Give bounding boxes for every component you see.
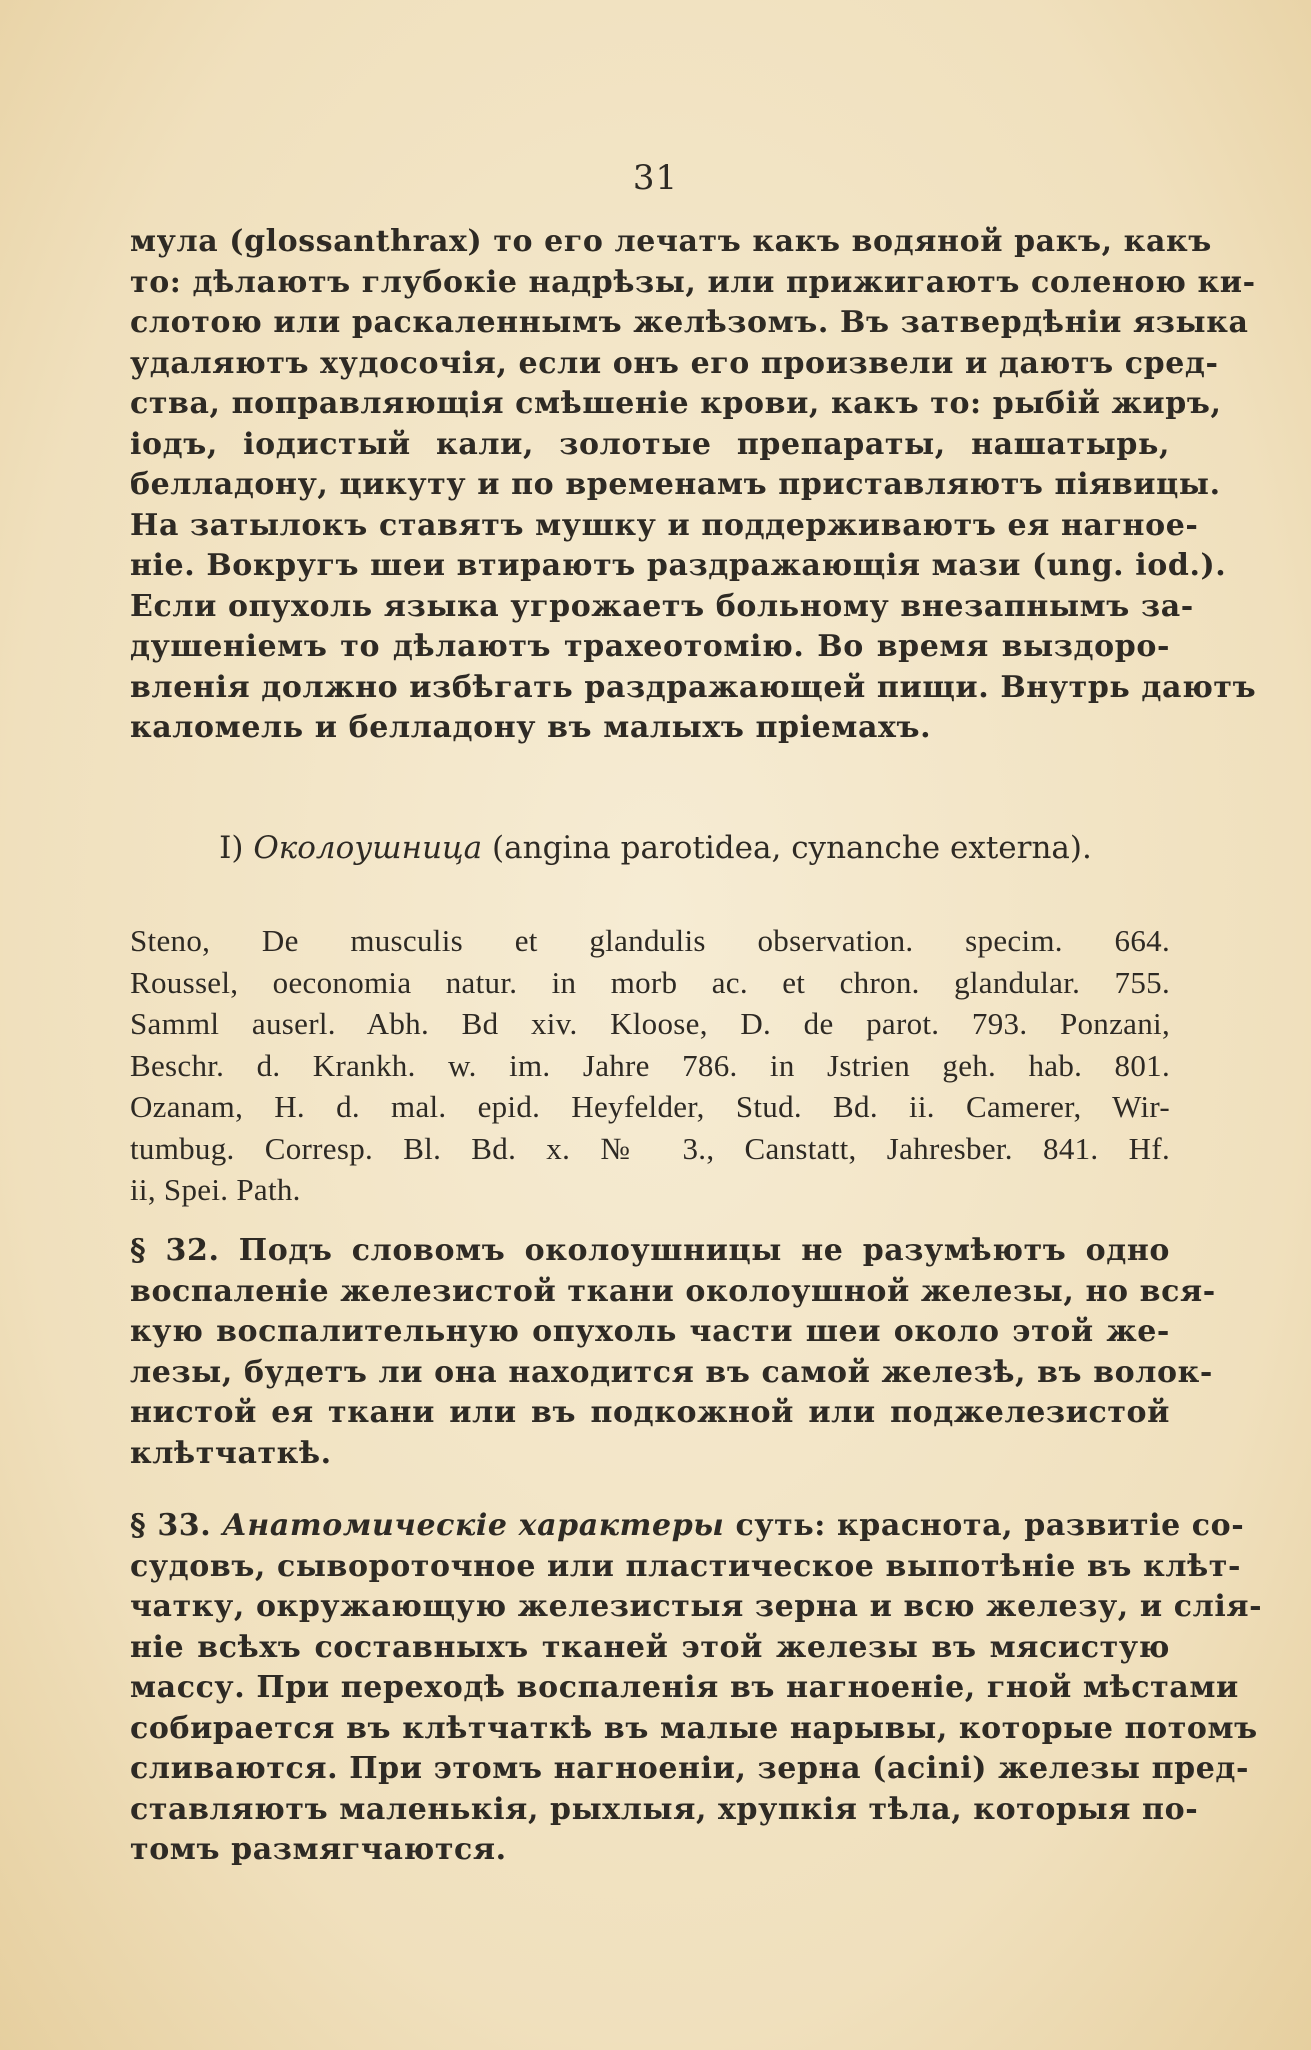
text-line: массу. При переходѣ воспаленія въ нагноеніе, гной мѣстами: [130, 1670, 1239, 1705]
text-line: судовъ, сывороточное или пластическое выпотѣніе въ клѣт-: [130, 1548, 1242, 1584]
text-line: [130, 1506, 1245, 1547]
reference-line: Steno, De musculis et glandulis observation. specim. 664.: [130, 923, 1170, 958]
text-line: мула (glossanthrax) то его лечатъ какъ водяной ракъ, какъ: [130, 224, 1212, 259]
text-line: клѣтчаткѣ.: [130, 1435, 332, 1471]
text-line: собирается въ клѣтчаткѣ въ малые нарывы, которые потомъ: [130, 1710, 1258, 1746]
text-line: сливаются. При этомъ нагноеніи, зерна (acini) железы пред-: [130, 1751, 1250, 1786]
references-block: [130, 920, 1170, 1211]
reference-line: Ozanam, H. d. mal. epid. Heyfelder, Stud. Bd. ii. Camerer, Wir-: [130, 1089, 1170, 1124]
reference-line: Beschr. d. Krankh. w. im. Jahre 786. in Jstrien geh. hab. 801.: [130, 1047, 1170, 1083]
section-number: § 33.: [130, 1508, 223, 1543]
section-heading: [0, 830, 1311, 866]
text-fragment: суть: краснота, развитіе со-: [724, 1508, 1245, 1543]
text-line: белладону, цикуту и по временамъ приставляютъ піявицы.: [130, 467, 1221, 502]
text-line: нистой ея ткани или въ подкожной или поджелезистой: [130, 1395, 1170, 1430]
paragraph-treatment: [130, 222, 1257, 749]
text-line: Если опухоль языка угрожаетъ больному внезапнымъ за-: [130, 588, 1194, 624]
text-line: лезы, будетъ ли она находится въ самой железѣ, въ волок-: [130, 1354, 1213, 1390]
text-line: ства, поправляющія смѣшеніе крови, какъ то: рыбій жиръ,: [130, 386, 1222, 421]
text-line: іодъ, іодистый кали, золотые препараты, нашатырь,: [130, 426, 1170, 462]
text-line: ніе. Вокругъ шеи втираютъ раздражающія мази (ung. iod.).: [130, 548, 1227, 583]
heading-prefix: I): [219, 830, 254, 866]
reference-line: Samml auserl. Abh. Bd xiv. Kloose, D. de parot. 793. Ponzani,: [130, 1006, 1170, 1041]
reference-line: ii, Spei. Path.: [130, 1172, 301, 1207]
reference-line: Roussel, oeconomia natur. in morb ac. et chron. glandular. 755.: [130, 964, 1170, 1000]
paragraph-section-33: [130, 1506, 1263, 1871]
text-line: удаляютъ худосочія, если онъ его произвели и даютъ сред-: [130, 345, 1219, 381]
text-line: ставляютъ маленькія, рыхлыя, хрупкія тѣла, которыя по-: [130, 1791, 1199, 1827]
text-line: то: дѣлаютъ глубокіе надрѣзы, или прижигаютъ соленою ки-: [130, 264, 1256, 300]
text-line: душеніемъ то дѣлаютъ трахеотомію. Во время выздоро-: [130, 629, 1170, 664]
heading-latin: (angina parotidea, cynanche externa).: [482, 830, 1092, 866]
text-line: кую воспалительную опухоль части шеи около этой же-: [130, 1314, 1170, 1349]
reference-line: tumbug. Corresp. Bl. Bd. x. № 3., Canstatt, Jahresber. 841. Hf.: [130, 1130, 1170, 1166]
text-line: вленія должно избѣгать раздражающей пищи. Внутрь даютъ: [130, 669, 1257, 705]
text-line: На затылокъ ставятъ мушку и поддерживаютъ ея нагное-: [130, 507, 1199, 543]
text-line: § 32. Подъ словомъ околоушницы не разумѣютъ одно: [130, 1233, 1170, 1268]
text-line: томъ размягчаются.: [130, 1832, 507, 1867]
text-line: ніе всѣхъ составныхъ тканей этой железы въ мясистую: [130, 1629, 1170, 1665]
text-line: чатку, окружающую железистыя зерна и всю железу, и слія-: [130, 1589, 1263, 1624]
heading-title: Околоушница: [253, 830, 483, 866]
text-line: каломель и белладону въ малыхъ пріемахъ.: [130, 710, 932, 745]
text-line: воспаленіе железистой ткани околоушной железы, но вся-: [130, 1273, 1216, 1309]
text-line: слотою или раскаленнымъ желѣзомъ. Въ затвердѣніи языка: [130, 305, 1249, 340]
page-number: 31: [632, 158, 679, 198]
paragraph-section-32: [130, 1231, 1216, 1474]
italic-term: Анатомическіе характеры: [222, 1508, 725, 1543]
